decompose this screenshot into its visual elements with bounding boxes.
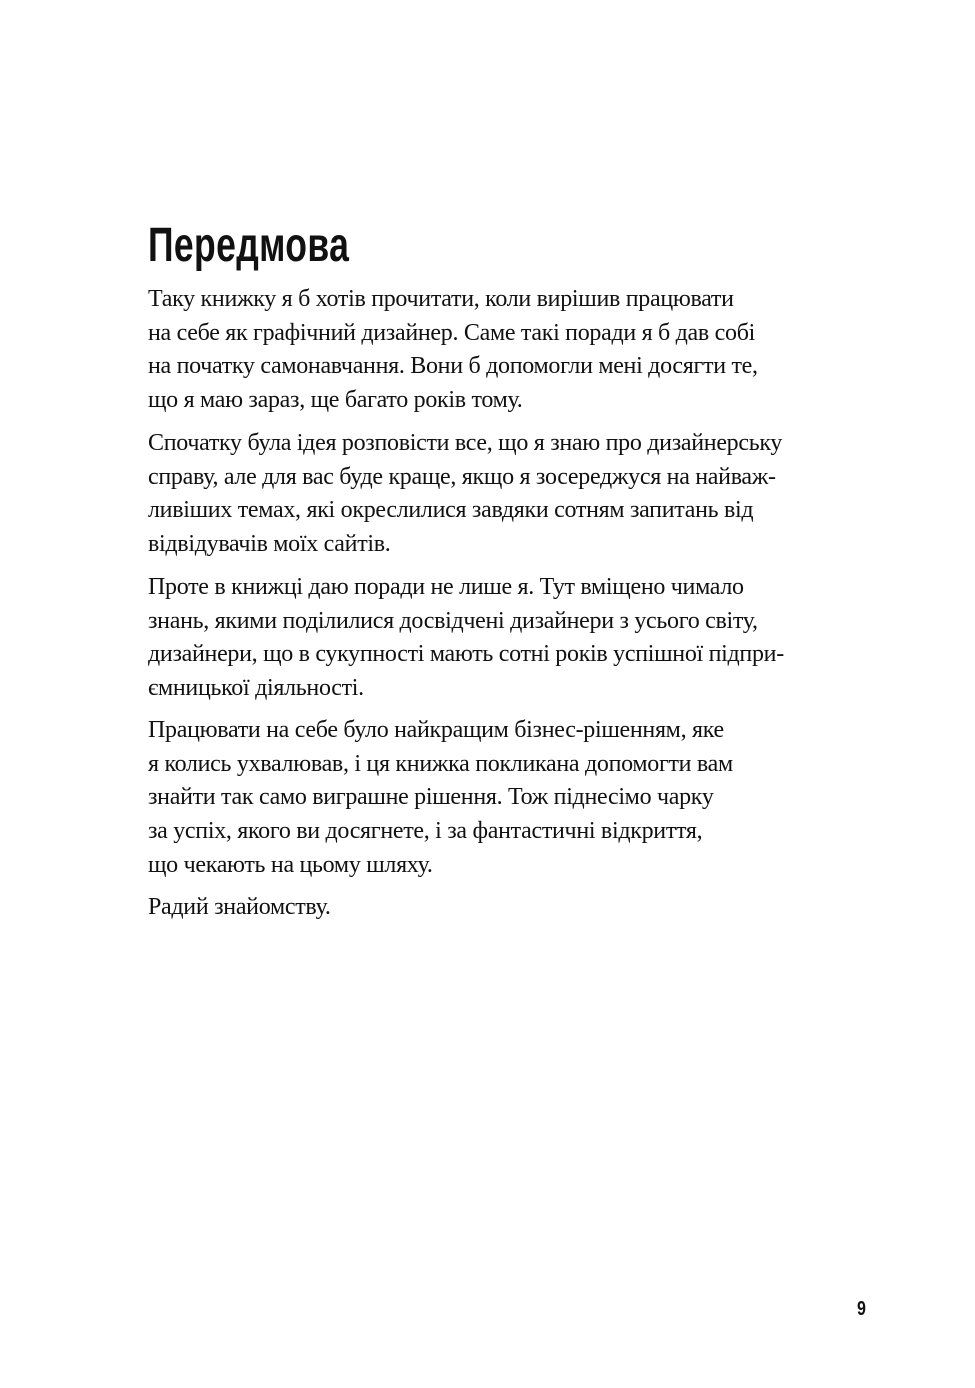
paragraph-5	[148, 891, 331, 925]
paragraph-2	[148, 427, 782, 562]
text-line: на початку самонавчання. Вони б допомогли мені досягти те,	[148, 353, 758, 380]
text-line: ливіших темах, які окреслилися завдяки сотням запитань від	[148, 497, 754, 524]
text-line: відвідувачів моїх сайтів.	[148, 531, 391, 558]
text-line: Спочатку була ідея розповісти все, що я знаю про дизайнерську	[148, 430, 783, 456]
text-line: що я маю зараз, ще багато років тому.	[148, 387, 523, 414]
paragraph-1	[148, 283, 758, 418]
text-line: справу, але для вас буде краще, якщо я зосереджуся на найваж-	[148, 463, 776, 490]
text-line: знайти так само виграшне рішення. Тож піднесімо чарку	[148, 784, 714, 811]
text-line: ємницької діяльності.	[148, 675, 364, 702]
page-title: Передмова	[148, 219, 350, 272]
text-line: Працювати на себе було найкращим бізнес-рішенням, яке	[148, 717, 724, 743]
text-line: Радий знайомству.	[148, 894, 331, 920]
paragraph-3	[148, 571, 784, 706]
text-line: дизайнери, що в сукупності мають сотні років успішної підпри-	[148, 641, 784, 668]
paragraph-4	[148, 714, 733, 883]
text-line: я колись ухвалював, і ця книжка покликана допомогти вам	[148, 750, 733, 777]
text-line: за успіх, якого ви досягнете, і за фантастичні відкриття,	[148, 818, 703, 845]
page-number: 9	[857, 1298, 866, 1320]
text-line: Проте в книжці даю поради не лише я. Тут вміщено чимало	[148, 574, 744, 600]
text-line: знань, якими поділилися досвідчені дизайнери з усього світу,	[148, 607, 758, 634]
text-line: на себе як графічний дизайнер. Саме такі поради я б дав собі	[148, 319, 755, 346]
text-line: що чекають на цьому шляху.	[148, 851, 433, 878]
text-line: Таку книжку я б хотів прочитати, коли вирішив працювати	[148, 286, 734, 312]
